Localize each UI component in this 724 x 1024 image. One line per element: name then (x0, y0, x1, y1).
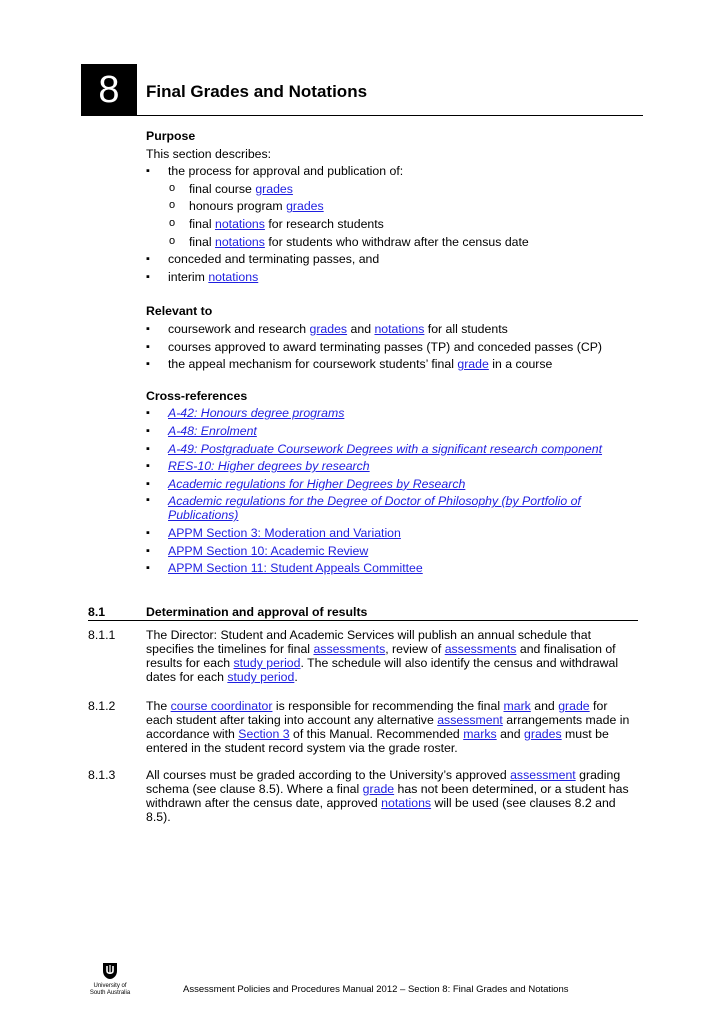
grades-link[interactable]: grades (524, 727, 562, 741)
assessment-link[interactable]: assessment (510, 768, 576, 782)
clause-8-1-2 (88, 699, 638, 755)
mark-link[interactable]: mark (503, 699, 531, 713)
assessment-link[interactable]: assessment (437, 713, 503, 727)
crossrefs-list (146, 405, 636, 578)
crossref-link[interactable]: APPM Section 3: Moderation and Variation (168, 526, 401, 541)
list-item (146, 339, 636, 357)
list-item (146, 251, 636, 269)
list-item (146, 493, 636, 525)
grade-link[interactable]: grade (457, 357, 489, 372)
grade-link[interactable]: grade (362, 782, 395, 796)
intro-content (146, 128, 636, 578)
list-item-text: interim (168, 269, 209, 284)
grades-link[interactable]: grades (286, 199, 324, 214)
logo-text-line2: South Australia (89, 990, 131, 996)
grade-link[interactable]: grade (558, 699, 590, 713)
crossrefs-heading: Cross-references (146, 388, 248, 403)
crossref-link[interactable]: A-49: Postgraduate Coursework Degrees with a significant research component (168, 441, 603, 456)
list-item (146, 405, 636, 423)
assessments-link[interactable]: assessments (444, 642, 517, 656)
section-3-link[interactable]: Section 3 (238, 727, 290, 741)
section-number: 8 (81, 64, 137, 116)
notations-link[interactable]: notations (214, 234, 265, 249)
list-item-text: courses approved to award terminating passes (TP) and conceded passes (CP) (168, 339, 603, 354)
list-item-text: final (189, 234, 215, 249)
clause-text: The course coordinator is responsible for recommending the final mark and grade for each student after taking into account any alternative assessment arrangements made in accordance with Section 3 of this Manual. Recommended marks and grades must be entered in the student record system via the grade roster. (146, 699, 630, 755)
grades-link[interactable]: grades (309, 321, 348, 336)
list-item-text: final (189, 216, 215, 231)
list-item-text: for all students (424, 321, 508, 336)
list-item (146, 321, 636, 339)
clause-number: 8.1.3 (88, 768, 116, 782)
notations-link[interactable]: notations (214, 216, 265, 231)
subsection-divider (88, 620, 638, 621)
subsection-title: Determination and approval of results (146, 605, 368, 619)
list-item-text: the process for approval and publication of: (168, 164, 404, 179)
page-footer: Assessment Policies and Procedures Manual 2012 – Section 8: Final Grades and Notations (183, 984, 569, 995)
logo-text-line1: University of (93, 983, 127, 989)
clause-8-1-1 (88, 628, 638, 684)
crossref-link[interactable]: Academic regulations for the Degree of Doctor of Philosophy (by Portfolio of Publications) (168, 494, 581, 523)
list-item-text: in a course (488, 357, 553, 372)
crossref-link[interactable]: A-42: Honours degree programs (168, 406, 345, 421)
clause-text: The Director: Student and Academic Services will publish an annual schedule that specifies the timelines for final assessments, review of assessments and finalisation of results for each study period. The schedule will also identify the census and withdrawal dates for each study period. (146, 628, 619, 684)
subsection-number: 8.1 (88, 605, 106, 619)
list-item (146, 543, 636, 561)
notations-link[interactable]: notations (208, 269, 259, 284)
list-item (146, 423, 636, 441)
list-item (146, 525, 636, 543)
purpose-list (146, 163, 636, 286)
crossref-link[interactable]: A-48: Enrolment (168, 423, 257, 438)
relevant-heading: Relevant to (146, 304, 213, 319)
grades-link[interactable]: grades (255, 181, 293, 196)
list-item-text: and (347, 321, 375, 336)
list-item (146, 163, 636, 181)
list-item (146, 476, 636, 494)
study-period-link[interactable]: study period (233, 656, 301, 670)
clause-number: 8.1.2 (88, 699, 116, 713)
section-title: Final Grades and Notations (146, 82, 368, 101)
purpose-intro: This section describes: (146, 146, 272, 161)
list-item-text: honours program (189, 199, 287, 214)
study-period-link[interactable]: study period (227, 670, 295, 684)
list-item (146, 269, 636, 287)
shield-icon (100, 962, 120, 980)
crossref-link[interactable]: RES-10: Higher degrees by research (168, 459, 370, 474)
notations-link[interactable]: notations (374, 321, 425, 336)
relevant-list (146, 321, 636, 374)
title-divider (81, 115, 643, 116)
list-item-text: for students who withdraw after the census date (264, 234, 529, 249)
crossref-link[interactable]: APPM Section 11: Student Appeals Committee (168, 561, 423, 576)
list-item-text: for research students (264, 216, 384, 231)
list-item (146, 234, 636, 252)
list-item (146, 356, 636, 374)
crossref-link[interactable]: Academic regulations for Higher Degrees by Research (168, 476, 466, 491)
list-item (146, 181, 636, 199)
clause-8-1-3 (88, 768, 638, 824)
assessments-link[interactable]: assessments (313, 642, 386, 656)
list-item (146, 216, 636, 234)
clause-number: 8.1.1 (88, 628, 116, 642)
notations-link[interactable]: notations (381, 796, 432, 810)
university-logo (88, 962, 132, 997)
course-coordinator-link[interactable]: course coordinator (170, 699, 273, 713)
list-item-text: conceded and terminating passes, and (168, 252, 380, 267)
clause-text: All courses must be graded according to the University’s approved assessment grading schema (see clause 8.5). Where a final grade has not been determined, or a student has withdrawn after the census date, approved notations will be used (see clauses 8.2 and 8.5). (146, 768, 629, 824)
list-item-text: coursework and research (168, 321, 310, 336)
list-item (146, 441, 636, 459)
list-item (146, 458, 636, 476)
marks-link[interactable]: marks (463, 727, 497, 741)
list-item (146, 560, 636, 578)
list-item-text: final course (189, 181, 256, 196)
list-item-text: the appeal mechanism for coursework students’ final (168, 357, 458, 372)
purpose-heading: Purpose (146, 129, 196, 143)
crossref-link[interactable]: APPM Section 10: Academic Review (168, 543, 369, 558)
list-item (146, 198, 636, 216)
